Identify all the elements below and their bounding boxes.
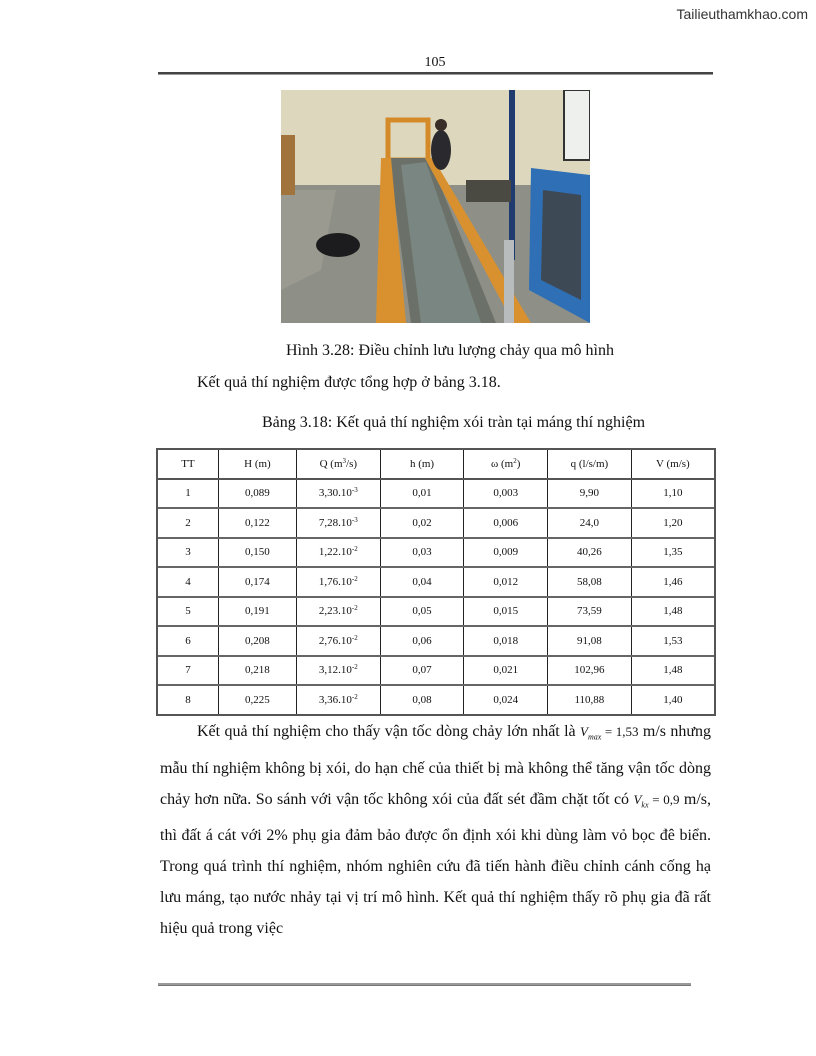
- cell-H: 0,208: [218, 626, 296, 656]
- figure-photo: [281, 90, 590, 323]
- footer-rule: [158, 983, 691, 986]
- cell-V: 1,20: [631, 508, 715, 538]
- cell-Q: $2,23.10^{-2}$: [296, 597, 380, 627]
- intro-text: Kết quả thí nghiệm được tổng hợp ở bảng 3.18.: [197, 374, 501, 391]
- cell-h: 0,08: [380, 685, 464, 715]
- cell-tt: 2: [157, 508, 218, 538]
- cell-q: 91,08: [548, 626, 632, 656]
- cell-omega: 0,009: [464, 538, 548, 568]
- cell-h: 0,04: [380, 567, 464, 597]
- header-H: H (m): [218, 449, 296, 479]
- person: [431, 130, 451, 170]
- left-door: [281, 135, 295, 195]
- cell-tt: 1: [157, 479, 218, 509]
- cell-Q: $1,22.10^{-2}$: [296, 538, 380, 568]
- cell-H: 0,089: [218, 479, 296, 509]
- cell-h: 0,02: [380, 508, 464, 538]
- page-number: 105: [424, 55, 446, 70]
- figure-caption: Hình 3.28: Điều chỉnh lưu lượng chảy qua mô hình: [286, 342, 614, 359]
- cell-q: 110,88: [548, 685, 632, 715]
- cell-q: 58,08: [548, 567, 632, 597]
- cell-V: 1,10: [631, 479, 715, 509]
- cell-V: 1,40: [631, 685, 715, 715]
- cell-h: 0,03: [380, 538, 464, 568]
- cell-omega: 0,018: [464, 626, 548, 656]
- table-row: [157, 567, 715, 597]
- cell-V: 1,35: [631, 538, 715, 568]
- vkx-formula: $V_{kx}$: [633, 791, 649, 810]
- cell-Q: $7,28.10^{-3}$: [296, 508, 380, 538]
- cell-q: 73,59: [548, 597, 632, 627]
- header-Q: Q $(m^3/s)$: [296, 449, 380, 479]
- flume-photo-illustration: [281, 90, 590, 323]
- header-h: h (m): [380, 449, 464, 479]
- person-head: [435, 119, 447, 131]
- cell-omega: 0,021: [464, 656, 548, 686]
- cell-tt: 5: [157, 597, 218, 627]
- header-tt: TT: [157, 449, 218, 479]
- cell-Q: $3,12.10^{-2}$: [296, 656, 380, 686]
- cell-H: 0,225: [218, 685, 296, 715]
- cell-tt: 6: [157, 626, 218, 656]
- cell-V: 1,53: [631, 626, 715, 656]
- vmax-value: = 1,53: [601, 724, 639, 739]
- cell-Q: $1,76.10^{-2}$: [296, 567, 380, 597]
- cell-h: 0,05: [380, 597, 464, 627]
- header-omega: ω $(m^2)$: [464, 449, 548, 479]
- cell-V: 1,46: [631, 567, 715, 597]
- blue-pole: [509, 90, 515, 260]
- vkx-value: = 0,9: [648, 791, 680, 807]
- cell-q: 102,96: [548, 656, 632, 686]
- cell-H: 0,150: [218, 538, 296, 568]
- cell-q: 9,90: [548, 479, 632, 509]
- table-row: [157, 479, 715, 509]
- cell-H: 0,174: [218, 567, 296, 597]
- cell-h: 0,06: [380, 626, 464, 656]
- cell-H: 0,122: [218, 508, 296, 538]
- window: [564, 90, 590, 160]
- cell-Q: $3,36.10^{-2}$: [296, 685, 380, 715]
- header-V: V (m/s): [631, 449, 715, 479]
- vmax-formula: $V_{max}$: [579, 724, 602, 742]
- cell-h: 0,07: [380, 656, 464, 686]
- cell-omega: 0,003: [464, 479, 548, 509]
- cell-omega: 0,012: [464, 567, 548, 597]
- cell-tt: 4: [157, 567, 218, 597]
- header-q: q (l/s/m): [548, 449, 632, 479]
- cell-omega: 0,024: [464, 685, 548, 715]
- cell-h: 0,01: [380, 479, 464, 509]
- cell-omega: 0,015: [464, 597, 548, 627]
- table-row: [157, 508, 715, 538]
- cell-tt: 7: [157, 656, 218, 686]
- cell-Q: $2,76.10^{-2}$: [296, 626, 380, 656]
- machine: [466, 180, 511, 202]
- table-row: [157, 626, 715, 656]
- bag-on-floor: [316, 233, 360, 257]
- cell-V: 1,48: [631, 656, 715, 686]
- watermark: Tailieuthamkhao.com: [676, 6, 808, 22]
- paragraph-part-1: Kết quả thí nghiệm cho thấy vận tốc dòng chảy lớn nhất là: [197, 723, 580, 740]
- results-table: [156, 448, 716, 716]
- cell-q: 24,0: [548, 508, 632, 538]
- table-row: [157, 597, 715, 627]
- cell-H: 0,191: [218, 597, 296, 627]
- cell-tt: 8: [157, 685, 218, 715]
- cell-H: 0,218: [218, 656, 296, 686]
- header-rule: [158, 72, 713, 75]
- table-row: [157, 685, 715, 715]
- table-row: [157, 656, 715, 686]
- paragraph-part-3: m/s, thì đất á cát với 2% phụ gia đảm bảo được ổn định xói khi dùng làm vỏ bọc đê biển. Trong quá trình thí nghiệm, nhóm nghiên cứu đã tiến hành điều chỉnh cánh cống hạ lưu máng, tạo nước nhảy tại vị trí mô hình. Kết quả thí nghiệm thấy rõ phụ gia đã rất hiệu quả trong việc: [160, 790, 711, 938]
- cell-tt: 3: [157, 538, 218, 568]
- table-row: [157, 538, 715, 568]
- cell-Q: $3,30.10^{-3}$: [296, 479, 380, 509]
- paragraph-part-2: m/s nhưng mẫu thí nghiệm không bị xói, do hạn chế của thiết bị mà không thể tăng vận tốc dòng chảy hơn nữa. So sánh với vận tốc không xói của đất sét đầm chặt tốt có: [160, 723, 711, 808]
- cell-V: 1,48: [631, 597, 715, 627]
- cell-omega: 0,006: [464, 508, 548, 538]
- table-header-row: [157, 449, 715, 479]
- table-title: Bảng 3.18: Kết quả thí nghiệm xói tràn tại máng thí nghiệm: [261, 414, 646, 431]
- gauge-pole: [504, 240, 514, 323]
- body-paragraph: [160, 716, 711, 944]
- cell-q: 40,26: [548, 538, 632, 568]
